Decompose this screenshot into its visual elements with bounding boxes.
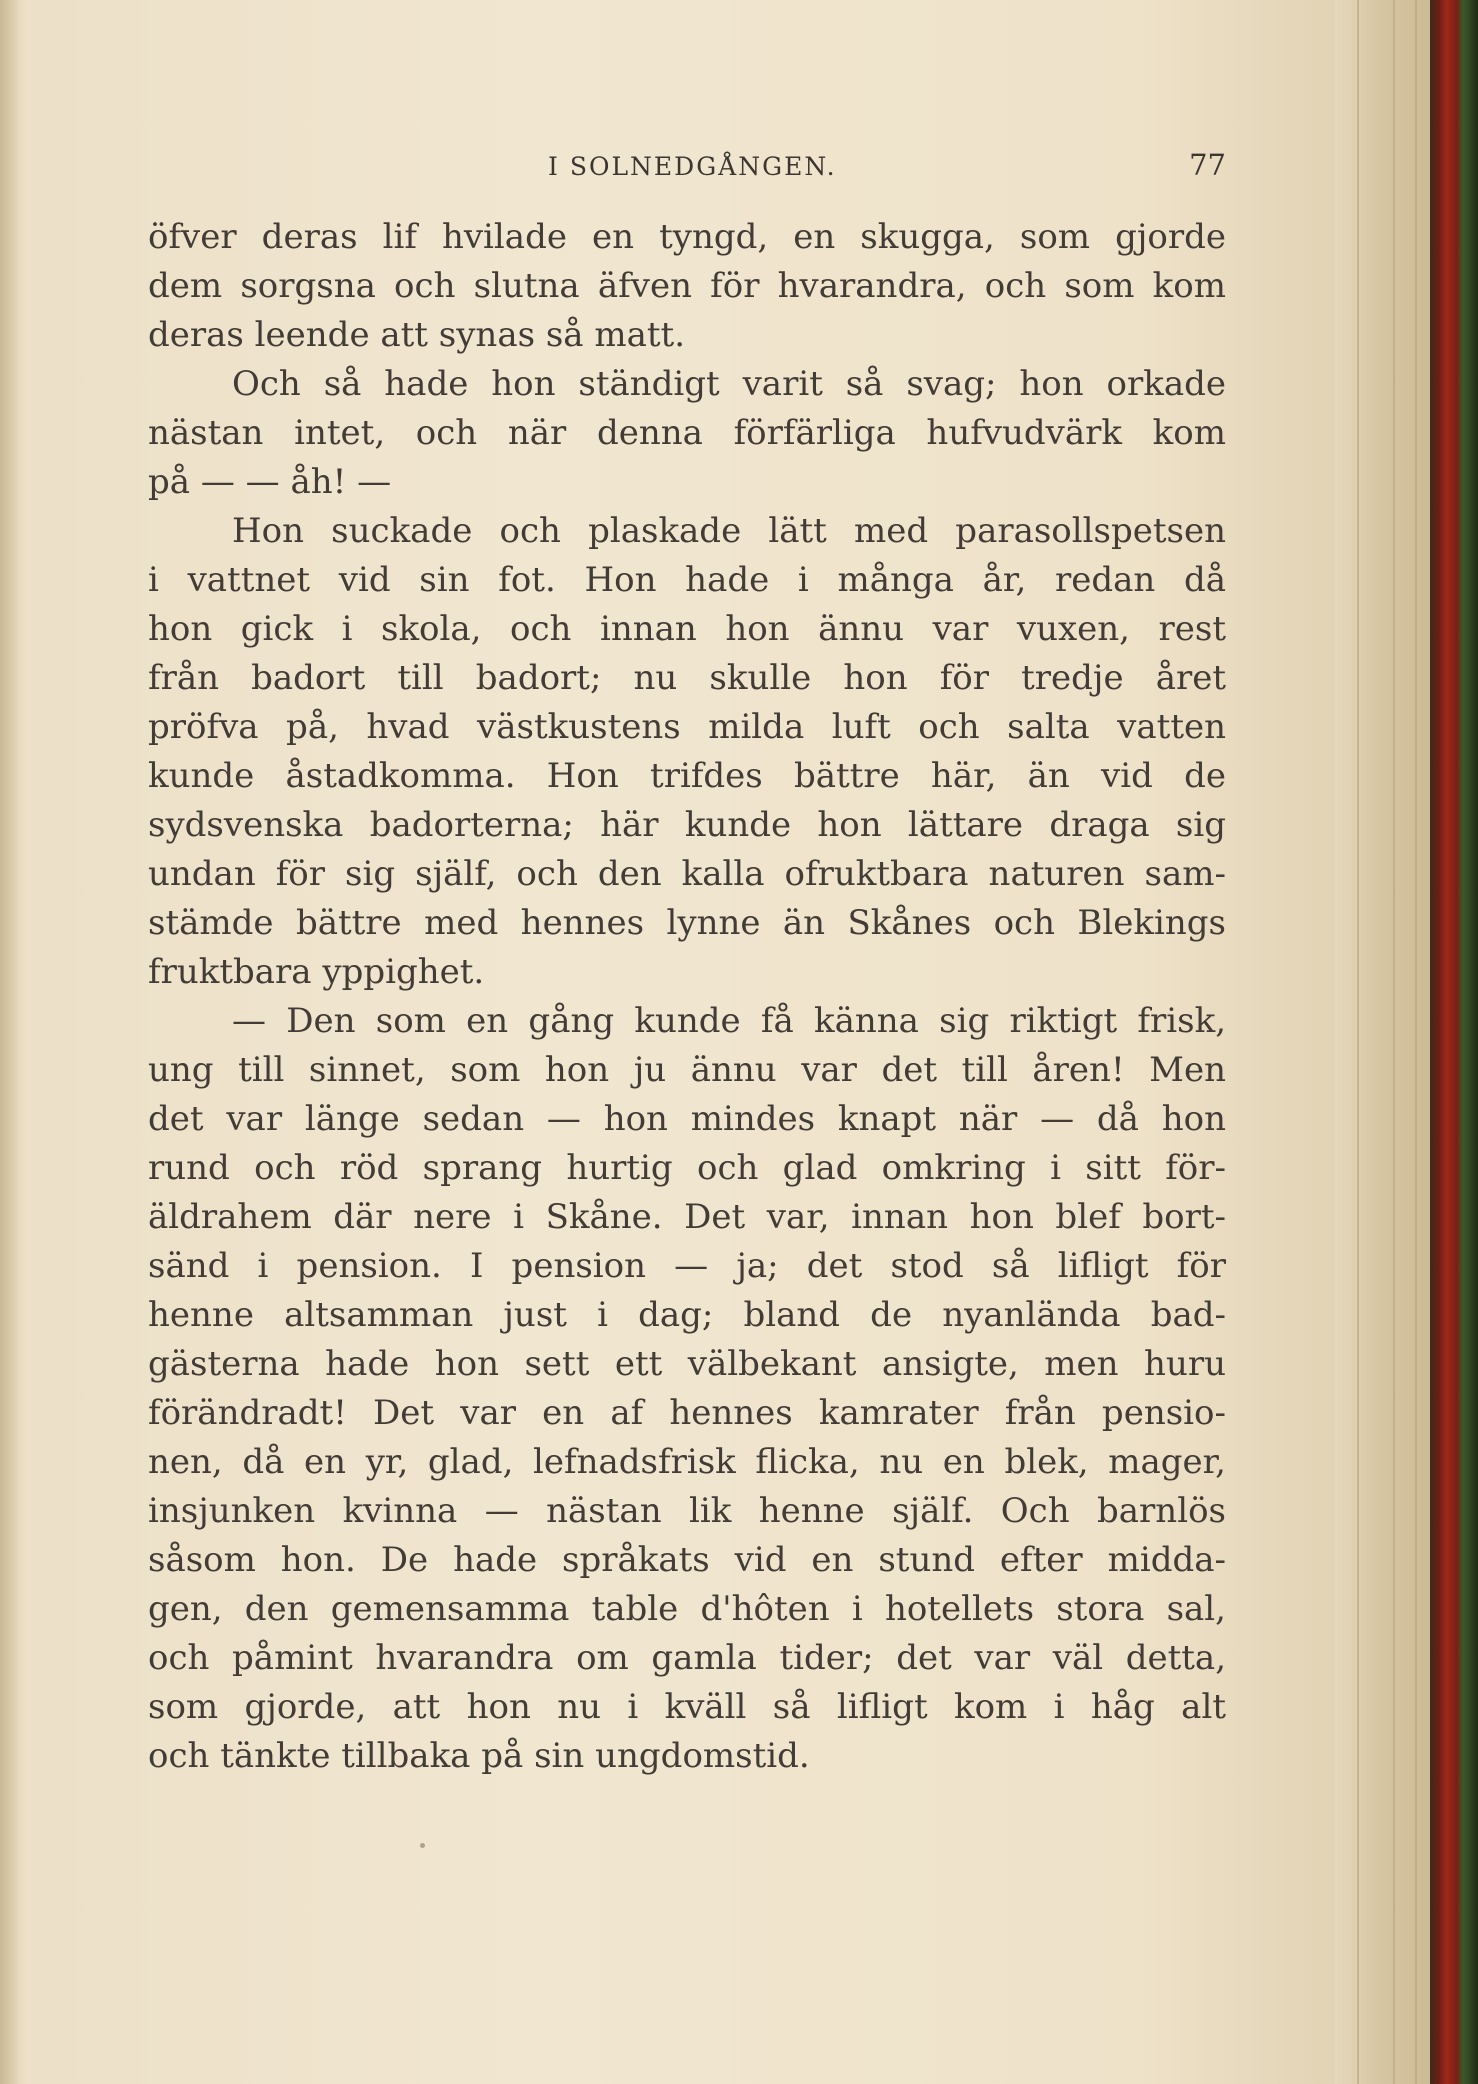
- text-line: och påmint hvarandra om gamla tider; det var väl detta,: [148, 1638, 1226, 1678]
- text-line: nen, då en yr, glad, lefnadsfrisk flicka, nu en blek, mager,: [148, 1442, 1226, 1482]
- text-line: Hon suckade och plaskade lätt med parasollspetsen: [232, 511, 1226, 551]
- ink-speck: [420, 1843, 425, 1848]
- text-line: nästan intet, och när denna förfärliga hufvudvärk kom: [148, 413, 1226, 453]
- text-line: ung till sinnet, som hon ju ännu var det till åren! Men: [148, 1050, 1226, 1090]
- text-line: gästerna hade hon sett ett välbekant ansigte, men huru: [148, 1344, 1226, 1384]
- text-line: från badort till badort; nu skulle hon för tredje året: [148, 658, 1226, 698]
- text-line: sydsvenska badorterna; här kunde hon lättare draga sig: [148, 805, 1226, 845]
- text-line: på — — åh! —: [148, 462, 392, 502]
- text-line: i vattnet vid sin fot. Hon hade i många år, redan då: [148, 560, 1226, 600]
- gutter-line: [1415, 0, 1417, 2084]
- text-line: öfver deras lif hvilade en tyngd, en skugga, som gjorde: [148, 217, 1226, 257]
- page-number: 77: [1189, 148, 1226, 182]
- text-line: det var länge sedan — hon mindes knapt när — då hon: [148, 1099, 1226, 1139]
- text-line: stämde bättre med hennes lynne än Skånes och Blekings: [148, 903, 1226, 943]
- page-header: [148, 148, 1226, 188]
- page-left-edge: [0, 0, 18, 2084]
- gutter-line: [1357, 0, 1359, 2084]
- gutter-line: [1393, 0, 1395, 2084]
- body-text: [148, 213, 1226, 1781]
- text-line: deras leende att synas så matt.: [148, 315, 686, 355]
- text-line: dem sorgsna och slutna äfven för hvarandra, och som kom: [148, 266, 1226, 306]
- page-gutter: [1335, 0, 1430, 2084]
- book-spine: [1430, 0, 1478, 2084]
- text-line: undan för sig själf, och den kalla ofruktbara naturen sam-: [148, 854, 1226, 894]
- text-line: rund och röd sprang hurtig och glad omkring i sitt för-: [148, 1148, 1226, 1188]
- text-line: hon gick i skola, och innan hon ännu var vuxen, rest: [148, 609, 1226, 649]
- text-line: och tänkte tillbaka på sin ungdomstid.: [148, 1736, 810, 1776]
- text-line: henne altsamman just i dag; bland de nyanlända bad-: [148, 1295, 1226, 1335]
- text-line: såsom hon. De hade språkats vid en stund efter midda-: [148, 1540, 1226, 1580]
- text-line: gen, den gemensamma table d'hôten i hotellets stora sal,: [148, 1589, 1226, 1629]
- text-line: som gjorde, att hon nu i kväll så lifligt kom i håg alt: [148, 1687, 1226, 1727]
- text-line: sänd i pension. I pension — ja; det stod så lifligt för: [148, 1246, 1226, 1286]
- text-line: — Den som en gång kunde få känna sig riktigt frisk,: [232, 1001, 1226, 1041]
- text-line: insjunken kvinna — nästan lik henne själf. Och barnlös: [148, 1491, 1226, 1531]
- text-line: pröfva på, hvad västkustens milda luft och salta vatten: [148, 707, 1226, 747]
- text-line: Och så hade hon ständigt varit så svag; hon orkade: [232, 364, 1226, 404]
- running-title: I SOLNEDGÅNGEN.: [548, 152, 837, 181]
- text-line: kunde åstadkomma. Hon trifdes bättre här, än vid de: [148, 756, 1226, 796]
- text-line: fruktbara yppighet.: [148, 952, 485, 992]
- text-line: äldrahem där nere i Skåne. Det var, innan hon blef bort-: [148, 1197, 1226, 1237]
- text-line: förändradt! Det var en af hennes kamrater från pensio-: [148, 1393, 1226, 1433]
